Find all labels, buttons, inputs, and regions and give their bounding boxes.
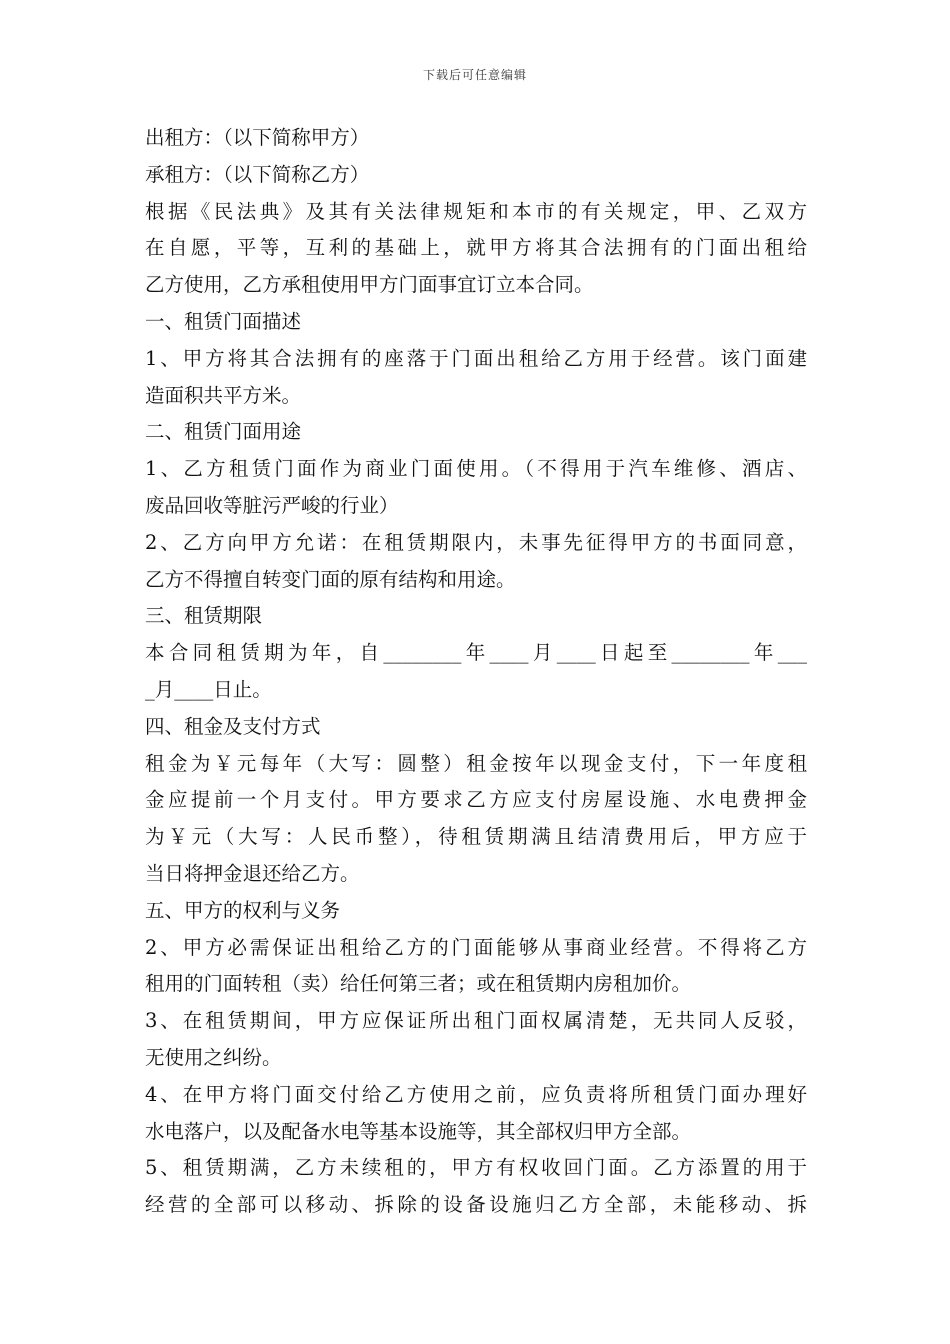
clause-line: 2、甲方必需保证出租给乙方的门面能够从事商业经营。不得将乙方 — [145, 935, 807, 959]
section-heading: 五、甲方的权利与义务 — [145, 898, 341, 922]
clause-line: 4、在甲方将门面交付给乙方使用之前，应负责将所租赁门面办理好 — [145, 1082, 807, 1106]
rent-clause-line: 当日将押金退还给乙方。 — [145, 861, 360, 885]
clause-line: 经营的全部可以移动、拆除的设备设施归乙方全部，未能移动、拆 — [145, 1193, 807, 1217]
clause-line: 1、乙方租赁门面作为商业门面使用。（不得用于汽车维修、酒店、 — [145, 457, 807, 481]
section-heading: 二、租赁门面用途 — [145, 420, 302, 444]
section-heading: 三、租赁期限 — [145, 604, 263, 628]
preamble-line: 乙方使用，乙方承租使用甲方门面事宜订立本合同。 — [145, 273, 594, 297]
clause-line: 造面积共平方米。 — [145, 383, 302, 407]
rent-clause-line: 金应提前一个月支付。甲方要求乙方应支付房屋设施、水电费押金 — [145, 788, 807, 812]
lease-term-line: _月____日止。 — [145, 677, 272, 701]
clause-line: 1、甲方将其合法拥有的座落于门面出租给乙方用于经营。该门面建 — [145, 346, 807, 370]
party-lessee-line: 承租方：（以下简称乙方） — [145, 162, 370, 186]
party-lessor-line: 出租方：（以下简称甲方） — [145, 126, 370, 149]
preamble-line: 在自愿，平等，互利的基础上，就甲方将其合法拥有的门面出租给 — [145, 236, 807, 260]
clause-line: 租用的门面转租（卖）给任何第三者；或在租赁期内房租加价。 — [145, 972, 692, 996]
clause-line: 2、乙方向甲方允诺：在租赁期限内，未事先征得甲方的书面同意， — [145, 530, 807, 554]
page-header-note: 下载后可任意编辑 — [422, 68, 527, 82]
clause-line: 5、租赁期满，乙方未续租的，甲方有权收回门面。乙方添置的用于 — [145, 1156, 807, 1180]
clause-line: 无使用之纠纷。 — [145, 1045, 282, 1069]
lease-term-line: 本合同租赁期为年，自________年____月____日起至________年___ — [145, 641, 807, 665]
rent-clause-line: 租金为￥元每年（大写：圆整）租金按年以现金支付，下一年度租 — [145, 751, 807, 775]
section-heading: 四、租金及支付方式 — [145, 714, 321, 738]
clause-line: 水电落户，以及配备水电等基本设施等，其全部权归甲方全部。 — [145, 1119, 692, 1143]
clause-line: 废品回收等脏污严峻的行业） — [145, 493, 399, 517]
document-body — [145, 120, 807, 1224]
clause-line: 乙方不得擅自转变门面的原有结构和用途。 — [145, 567, 516, 591]
preamble-line: 根据《民法典》及其有关法律规矩和本市的有关规定，甲、乙双方 — [145, 199, 807, 223]
rent-clause-line: 为￥元（大写：人民币整），待租赁期满且结清费用后，甲方应于 — [145, 825, 807, 849]
clause-line: 3、在租赁期间，甲方应保证所出租门面权属清楚，无共同人反驳， — [145, 1009, 807, 1033]
section-heading: 一、租赁门面描述 — [145, 309, 302, 333]
